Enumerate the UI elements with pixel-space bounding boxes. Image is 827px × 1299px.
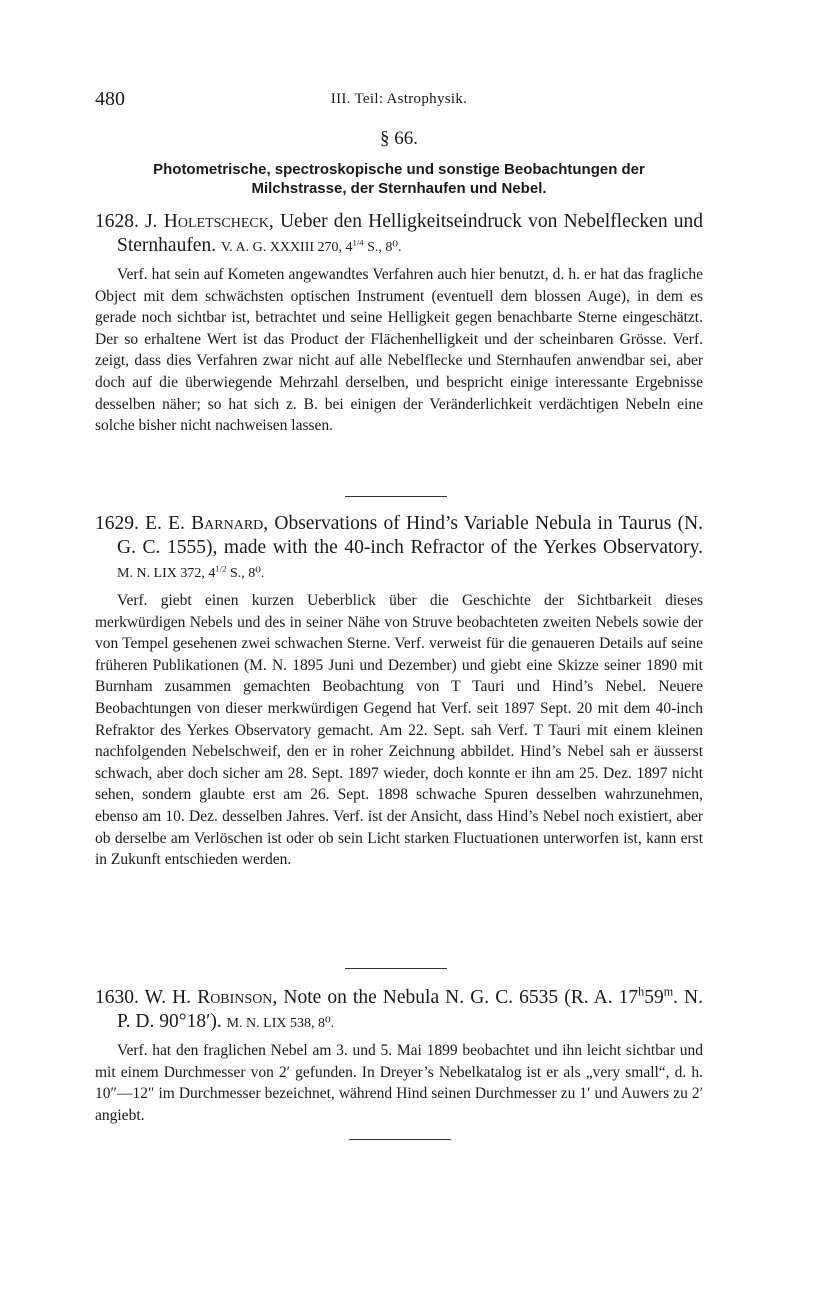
end-rule — [349, 1139, 451, 1140]
author-initials: E. E. — [145, 513, 185, 534]
title-text: 59 — [644, 987, 664, 1008]
author-name: Robinson, — [197, 987, 278, 1008]
author-name: Holetscheck, — [163, 211, 274, 232]
separator-rule — [345, 968, 447, 969]
entry-number: 1630. — [95, 987, 139, 1008]
entry-title: Ueber den Helligkeitseindruck von Nebelflecken und Sternhaufen. — [117, 211, 704, 256]
page-header — [95, 88, 703, 114]
entry-abstract: Verf. giebt einen kurzen Ueberblick über die Geschichte der Sichtbarkeit dieses merkwürdigen Nebels und des in seiner Nähe von Struve beobachteten zweiten Nebels sowie der von Tempel gesehenen zwei schwachen Sterne. Verf. verweist für die genaueren Details auf seine früheren Publikationen (M. N. 1895 Juni und Dezember) und giebt eine Skizze seiner 1890 mit Burnham zusammen gemachten Beobachtung von T Tauri und Hind’s Nebel. Neuere Beobachtungen von dieser merkwürdigen Gegend hat Verf. seit 1897 Sept. 20 mit dem 40-inch Refraktor des Yerkes Observatory gemacht. Am 22. Sept. sah Verf. T Tauri mit einem kleinen nachfolgenden Nebelschweif, den er in roher Zeichnung abbildet. Hind’s Nebel sah er äusserst schwach, aber doch sicher am 28. Sept. 1897 wieder, doch konnte er ihn am 25. Dez. 1897 nicht sehen, sondern glaubte erst am 26. Sept. 1898 schwache Spuren desselben wahrzunehmen, ebenso am 10. Dez. desselben Jahres. Verf. ist der Ansicht, dass Hind’s Nebel noch existiert, aber ob derselbe am Verlöschen ist oder ob sein Licht starken Fluctuationen unterworfen ist, kann erst in Zukunft entschieden werden. — [95, 592, 703, 869]
author-initials: J. — [145, 211, 158, 232]
entry-title: Observations of Hind’s Variable Nebula in Taurus (N. G. C. 1555), made with the 40-inch Refractor of the Yerkes Observatory. — [117, 513, 704, 558]
entry-heading — [95, 512, 703, 586]
entry-abstract: Verf. hat sein auf Kometen angewandtes Verfahren auch hier benutzt, d. h. er hat das fragliche Object mit dem schwächsten optischen Instrument (eventuell dem blossen Auge), in dem es gerade noch sichtbar ist, betrachtet und seine Helligkeit gegen benachbarte Sterne eingeschätzt. Der so erhaltene Wert ist das Product der Flächenhelligkeit und der scheinbaren Grösse. Verf. zeigt, dass dies Verfahren zwar nicht auf alle Nebelflecke und Sternhaufen anwendbar sei, aber doch auf die überwiegende Mehrzahl derselben, und bespricht einige interessante Ergebnisse desselben näher; so hat sich z. B. bei einigen der Veränderlichkeit verdächtigen Nebeln eine solche bisher nicht nachweisen lassen. — [95, 266, 703, 435]
section-title-line-2: Milchstrasse, der Sternhaufen und Nebel. — [251, 180, 547, 197]
citation-suffix: S., 8⁰. — [363, 240, 402, 255]
running-head: III. Teil: Astrophysik. — [330, 91, 468, 107]
entry-heading — [95, 210, 703, 260]
author-initials: W. H. — [144, 987, 192, 1008]
citation-fraction: 1/2 — [215, 563, 227, 574]
citation-suffix: S., 8⁰. — [226, 566, 265, 581]
ra-hours-unit: h — [638, 984, 645, 999]
citation-text: M. N. LIX 372, 4 — [117, 566, 216, 581]
entry-citation — [117, 563, 265, 581]
entry-abstract: Verf. hat den fraglichen Nebel am 3. und 5. Mai 1899 beobachtet und ihn leicht sichtbar und mit einem Durchmesser von 2′ gefunden. In Dreyer’s Nebelkatalog ist er als „very small“, d. h. 10″—12″ im Durchmesser bezeichnet, während Hind seinen Durchmesser zu 1′ und Auwers zu 2′ angiebt. — [95, 1042, 703, 1124]
entry-citation — [220, 237, 402, 255]
entry-citation: M. N. LIX 538, 8⁰. — [226, 1016, 335, 1031]
entry-number: 1629. — [95, 513, 139, 534]
bibliography-entry — [95, 986, 703, 1126]
separator-rule — [345, 496, 447, 497]
title-text: . N. P. D. 90°18′). — [117, 987, 704, 1032]
author-name: Barnard, — [191, 513, 269, 534]
citation-text: V. A. G. XXXIII 270, 4 — [220, 240, 353, 255]
section-title-line-1: Photometrische, spectroskopische und sonstige Beobachtungen der — [153, 161, 645, 178]
page-number: 480 — [95, 88, 125, 110]
entry-number: 1628. — [95, 211, 139, 232]
bibliography-entry — [95, 210, 703, 437]
title-text: Note on the Nebula N. G. C. 6535 (R. A. 17 — [283, 987, 639, 1008]
citation-fraction: 1/4 — [352, 237, 364, 248]
entry-heading — [95, 986, 703, 1036]
section-number: § 66. — [380, 128, 418, 149]
ra-minutes-unit: m — [663, 984, 674, 999]
section-title — [95, 160, 703, 198]
bibliography-entry — [95, 512, 703, 871]
